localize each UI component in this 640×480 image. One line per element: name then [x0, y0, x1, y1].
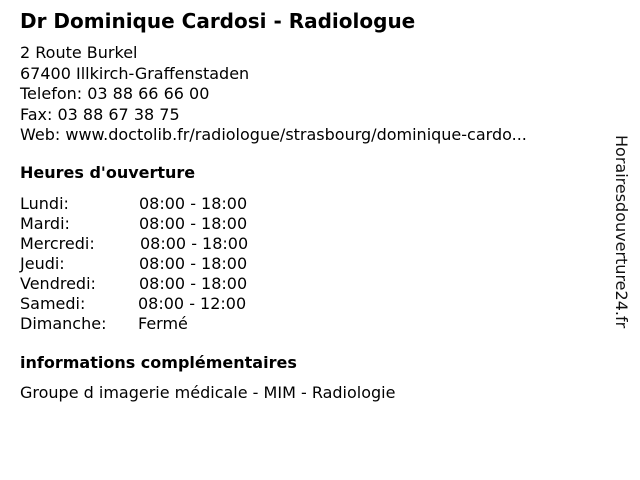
address-city: 67400 Illkirch-Graffenstaden [20, 63, 250, 83]
page-title: Dr Dominique Cardosi - Radiologue [20, 9, 416, 33]
info-text: Groupe d imagerie médicale - MIM - Radiologie [20, 383, 396, 402]
day-label: Lundi: [20, 194, 69, 213]
phone-number[interactable]: Telefon: 03 88 66 66 00 [20, 84, 210, 103]
hours-row-mardi [20, 214, 320, 234]
day-label: Vendredi: [20, 274, 96, 293]
day-label: Jeudi: [20, 254, 65, 273]
day-label: Samedi: [20, 294, 86, 313]
contact-block [20, 43, 527, 146]
day-label: Mardi: [20, 214, 70, 233]
hours-row-lundi [20, 194, 320, 214]
time-value: 08:00 - 18:00 [140, 234, 249, 253]
day-label: Dimanche: [20, 314, 107, 333]
hours-heading: Heures d'ouverture [20, 163, 196, 182]
opening-hours-table [20, 194, 320, 334]
hours-row-vendredi [20, 274, 320, 294]
time-value: 08:00 - 18:00 [139, 194, 248, 213]
site-watermark: Horairesdouverture24.fr [612, 135, 631, 329]
time-value: 08:00 - 18:00 [139, 274, 248, 293]
time-value: 08:00 - 12:00 [138, 294, 247, 313]
day-label: Mercredi: [20, 234, 95, 253]
hours-row-dimanche [20, 314, 320, 334]
time-value: Fermé [138, 314, 188, 333]
website-link[interactable]: Web: www.doctolib.fr/radiologue/strasbourg/dominique-cardo... [20, 125, 527, 144]
hours-row-jeudi [20, 254, 320, 274]
time-value: 08:00 - 18:00 [139, 254, 248, 273]
hours-row-mercredi [20, 234, 320, 254]
fax-number: Fax: 03 88 67 38 75 [20, 104, 180, 124]
info-heading: informations complémentaires [20, 353, 297, 372]
address-street: 2 Route Burkel [20, 43, 138, 62]
hours-row-samedi [20, 294, 320, 314]
time-value: 08:00 - 18:00 [139, 214, 248, 233]
